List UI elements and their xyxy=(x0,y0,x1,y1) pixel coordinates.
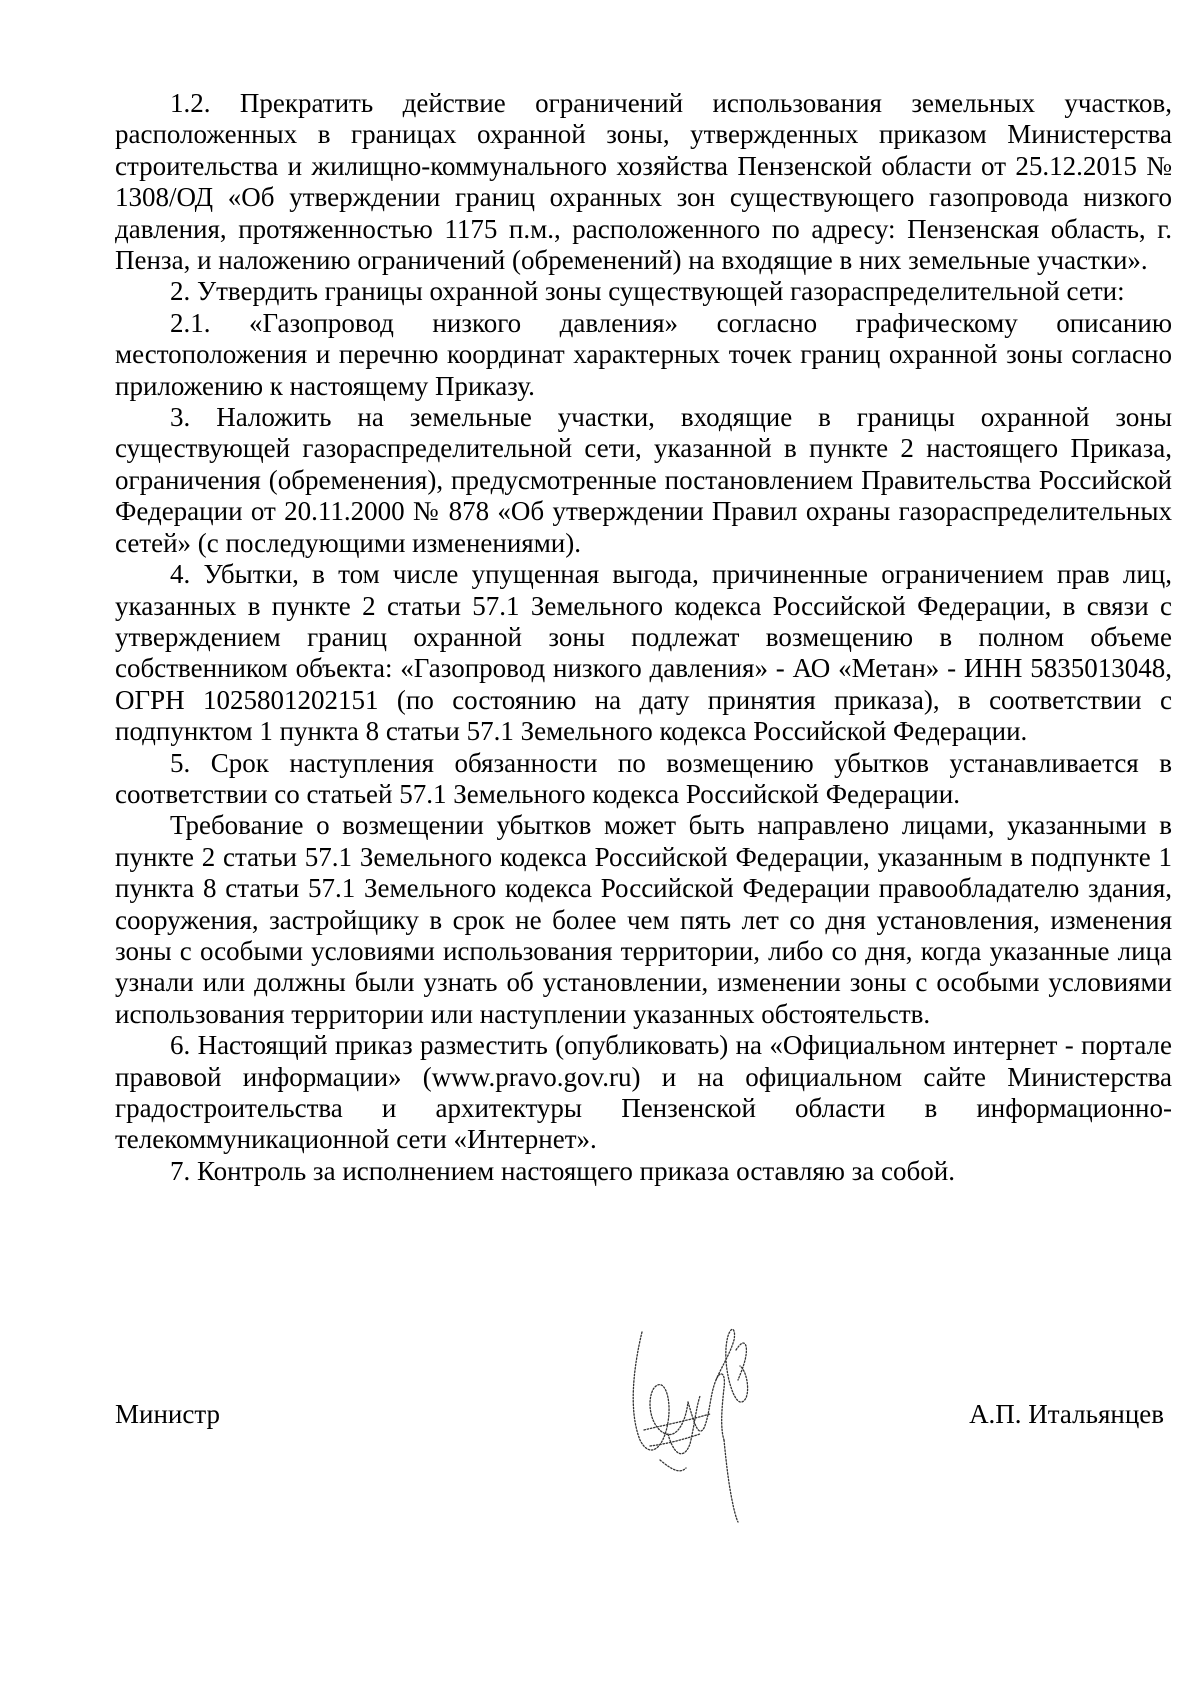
paragraph-7: 7. Контроль за исполнением настоящего приказа оставляю за собой. xyxy=(170,1155,955,1186)
signatory-name: А.П. Итальянцев xyxy=(969,1399,1164,1429)
document-body xyxy=(115,88,1172,1187)
paragraph-compensation-claim: Требование о возмещении убытков может быть направлено лицами, указанными в пункте 2 статьи 57.1 Земельного кодекса Российской Федерации, указанным в подпункте 1 пункта 8 статьи 57.1 Земельного кодекса Российской Федерации правообладателю здания, сооружения, застройщику в срок не более чем пять лет со дня установления, изменения зоны с особыми условиями использования территории, либо со дня, когда указанные лица узнали или должны были узнать об установлении, изменении зоны с особыми условиями использования территории или наступлении указанных обстоятельств. xyxy=(115,810,1172,1029)
paragraph-1-2: 1.2. Прекратить действие ограничений использования земельных участков, расположенных в границах охранной зоны, утвержденных приказом Министерства строительства и жилищно-коммунального хозяйства Пензенской области от 25.12.2015 № 1308/ОД «Об утверждении границ охранных зон существующего газопровода низкого давления, протяженностью 1175 п.м., расположенного по адресу: Пензенская область, г. Пенза, и наложению ограничений (обременений) на входящие в них земельные участки». xyxy=(115,88,1172,276)
handwritten-signature xyxy=(620,1310,790,1525)
paragraph-4: 4. Убытки, в том числе упущенная выгода, причиненные ограничением прав лиц, указанных в пункте 2 статьи 57.1 Земельного кодекса Российской Федерации, в связи с утверждением границ охранной зоны подлежат возмещению в полном объеме собственником объекта: «Газопровод низкого давления» - АО «Метан» - ИНН 5835013048, ОГРН 1025801202151 (по состоянию на дату принятия приказа), в соответствии с подпунктом 1 пункта 8 статьи 57.1 Земельного кодекса Российской Федерации. xyxy=(115,559,1172,747)
paragraph-2: 2. Утвердить границы охранной зоны существующей газораспределительной сети: xyxy=(170,276,1125,307)
paragraph-6: 6. Настоящий приказ разместить (опубликовать) на «Официальном интернет - портале правовой информации» (www.pravo.gov.ru) и на официальном сайте Министерства градостроительства и архитектуры Пензенской области в информационно-телекоммуникационной сети «Интернет». xyxy=(115,1030,1172,1155)
signatory-title: Министр xyxy=(115,1399,220,1429)
paragraph-5: 5. Срок наступления обязанности по возмещению убытков устанавливается в соответствии со статьей 57.1 Земельного кодекса Российской Федерации. xyxy=(115,747,1172,809)
signature-block xyxy=(115,1310,1172,1530)
paragraph-2-1: 2.1. «Газопровод низкого давления» согласно графическому описанию местоположения и перечню координат характерных точек границ охранной зоны согласно приложению к настоящему Приказу. xyxy=(115,307,1172,401)
paragraph-3: 3. Наложить на земельные участки, входящие в границы охранной зоны существующей газораспределительной сети, указанной в пункте 2 настоящего Приказа, ограничения (обременения), предусмотренные постановлением Правительства Российской Федерации от 20.11.2000 № 878 «Об утверждении Правил охраны газораспределительных сетей» (с последующими изменениями). xyxy=(115,402,1172,558)
